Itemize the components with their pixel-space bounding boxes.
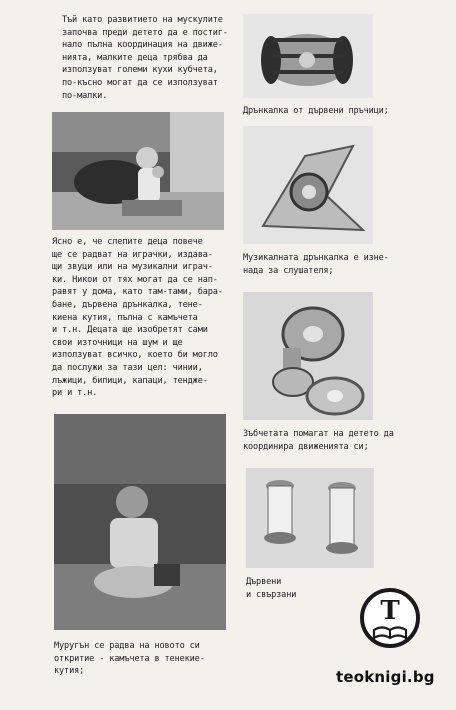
caption-child-tin: Муругън се радва на новото си откритие - камъчета в тенекие- кутия;	[54, 641, 205, 677]
photo-child-drinking	[52, 112, 224, 230]
publisher-logo-icon	[360, 588, 420, 650]
caption-wooden-spools: Дървени и свързани	[246, 577, 297, 600]
caption-musical-rattle: Музикалната дрънкалка е изне- нада за слушателя;	[243, 253, 389, 276]
main-paragraph: Ясно е, че слепите деца повече ще се радват на играчки, издава- щи звуци или на музикални играч- ки. Никои от тях могат да се нап- равят у дома, като там-тами, бара- бане, дървена дрънкалка, тене- киена кутия, пълна с камъчета и т.н. Децата ще изобретят сами свои източници на шум и ще използуват всичко, което би могло да послужи за тази цел: чинии, лъжици, бипици, капаци, тенджe- ри и т.н.	[52, 237, 223, 399]
photo-rattle-sticks	[243, 14, 373, 98]
caption-rattle-sticks: Дрънкалка от дървени пръчици;	[243, 106, 389, 116]
photo-gears	[243, 292, 373, 420]
photo-musical-rattle	[243, 126, 373, 244]
photo-child-tin-box	[54, 414, 226, 630]
caption-gears: Зъбчетата помагат на детето да координира движенията си;	[243, 429, 394, 452]
photo-wooden-spools	[246, 468, 374, 568]
intro-paragraph: Тъй като развитието на мускулите започва преди детето да е постиг- нало пълна координация на движе- нията, малките деца трябва да използуват големи кухи кубчета, по-късно могат да се използуват по-малки.	[62, 15, 228, 101]
publisher-site-label: teoknigi.bg	[336, 668, 435, 686]
svg-text:Т: Т	[380, 596, 400, 626]
